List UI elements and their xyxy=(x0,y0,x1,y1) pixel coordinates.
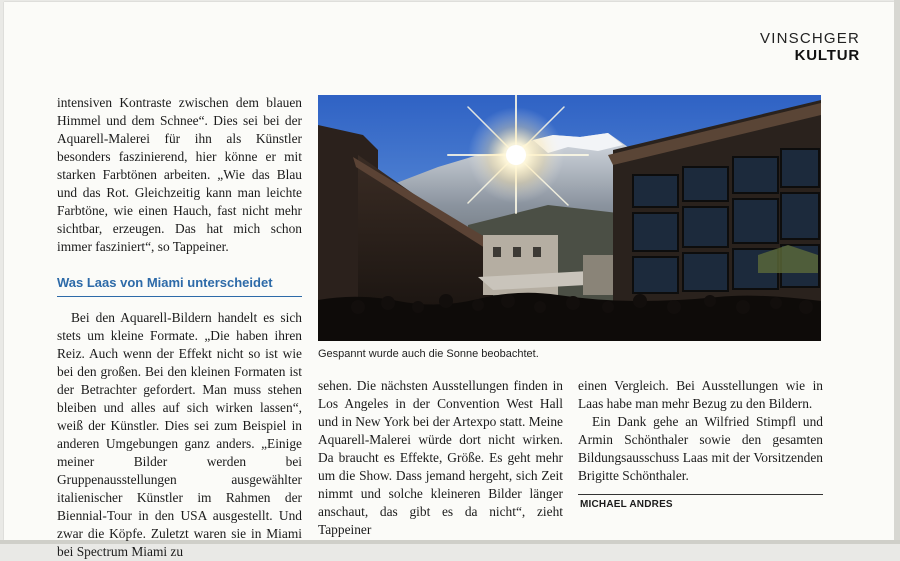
paragraph: sehen. Die nächsten Ausstellungen finden in Los Angeles in der Convention West Hall und in New York bei der Artexpo statt. Meine Aquarell-Malerei würde dort nicht wirken. Da braucht es Effekte, Größe. Es geht mehr um die Show. Dass jemand hergeht, sich Zeit nimmt und solche kleineren Bilder länger anschaut, das gibt es da nicht“, zieht Tappeiner xyxy=(318,378,563,537)
article-column-2 xyxy=(318,377,563,539)
paragraph: intensiven Kontraste zwischen dem blauen Himmel und dem Schnee“. Dies sei bei der Aquarell-Malerei für ihn als Künstler besonders faszinierend, hier könne er mit starken Farbtönen arbeiten. „Wie das Blau und das Rot. Gleichzeitig kann man leichte Farbtöne, wie einen Hauch, fast nicht mehr sichtbar, erzeugen. Das hat mich schon immer fasziniert“, so Tappeiner. xyxy=(57,95,302,254)
article-photo xyxy=(318,95,821,341)
article-column-3 xyxy=(578,377,823,485)
page-edge-right xyxy=(894,0,900,544)
photo-caption: Gespannt wurde auch die Sonne beobachtet. xyxy=(318,348,539,360)
subheading: Was Laas von Miami unterscheidet xyxy=(57,274,302,297)
paragraph: einen Vergleich. Bei Ausstellungen wie in Laas habe man mehr Bezug zu den Bildern. xyxy=(578,378,823,411)
section-category: KULTUR xyxy=(794,47,860,64)
article-column-1 xyxy=(57,94,302,561)
author-byline: MICHAEL ANDRES xyxy=(580,499,673,510)
section-name: VINSCHGER xyxy=(760,30,860,47)
paragraph: Bei den Aquarell-Bildern handelt es sich stets um kleine Formate. „Die haben ihren Reiz. Auch wenn der Effekt nicht so ist wie bei den großen. Bei den kleinen Formaten ist der Betrachter gefordert. Man muss stehen bleiben und alles auf sich wirken lassen“, weiß der Künstler. Dies sei zum Beispiel in anderen Umgebungen ganz anders. „Einige meiner Bilder werden bei Gruppenausstellungen ausgewählter italienischer Künstler im Rahmen der Biennial-Tour in den USA ausgestellt. Und zwar die Köpfe. Zuletzt waren sie in Miami bei Spectrum Miami zu xyxy=(57,310,302,559)
author-divider xyxy=(578,494,823,495)
mountain-village-sun-photo xyxy=(318,95,821,341)
section-header xyxy=(760,30,860,64)
paragraph: Ein Dank gehe an Wilfried Stimpfl und Armin Schönthaler sowie den gesamten Bildungsausschuss Laas mit der Vorsitzenden Brigitte Schönthaler. xyxy=(578,414,823,483)
